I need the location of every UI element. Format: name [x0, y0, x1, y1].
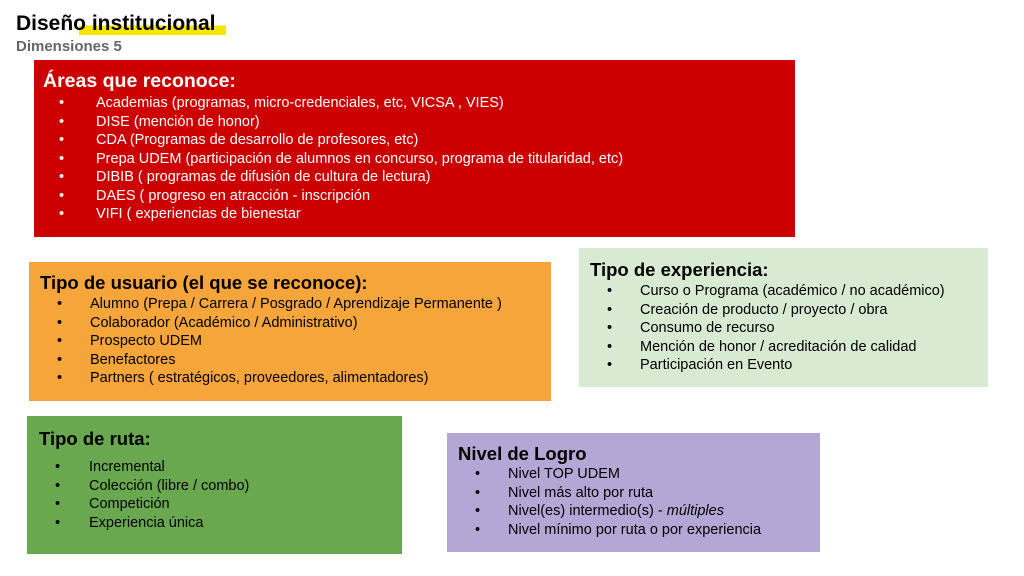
page-title: Diseño institucional	[16, 11, 226, 37]
ruta-item: • Competición	[39, 495, 402, 514]
areas-list	[43, 94, 795, 224]
logro-item: • Nivel TOP UDEM	[458, 465, 820, 484]
experiencia-item: • Participación en Evento	[590, 356, 988, 375]
ruta-item: • Incremental	[39, 458, 402, 477]
logro-item	[458, 502, 820, 521]
ruta-list	[39, 458, 402, 532]
logro-item-text: Nivel(es) intermedio(s)	[508, 503, 654, 519]
areas-item: • Academias (programas, micro-credenciales, etc, VICSA , VIES)	[43, 94, 795, 113]
areas-item: • DIBIB ( programas de difusión de cultura de lectura)	[43, 168, 795, 187]
areas-item: • Prepa UDEM (participación de alumnos en concurso, programa de titularidad, etc)	[43, 150, 795, 169]
logro-item: • Nivel más alto por ruta	[458, 484, 820, 503]
page-subtitle: Dimensiones 5	[16, 38, 122, 55]
areas-item: • DISE (mención de honor)	[43, 113, 795, 132]
logro-item: • Nivel mínimo por ruta o por experiencia	[458, 521, 820, 540]
areas-title: Áreas que reconoce:	[43, 70, 236, 92]
logro-title: Nivel de Logro	[458, 443, 587, 464]
ruta-title: Tipo de ruta:	[39, 428, 151, 449]
usuario-list	[40, 295, 551, 388]
areas-card	[34, 60, 795, 237]
areas-item: • CDA (Programas de desarrollo de profesores, etc)	[43, 131, 795, 150]
usuario-item: • Colaborador (Académico / Administrativo)	[40, 314, 551, 333]
experiencia-card	[579, 248, 988, 387]
usuario-item: • Partners ( estratégicos, proveedores, alimentadores)	[40, 369, 551, 388]
experiencia-item: • Curso o Programa (académico / no académico)	[590, 282, 988, 301]
experiencia-list	[590, 282, 988, 375]
usuario-item: • Benefactores	[40, 351, 551, 370]
usuario-card	[29, 262, 551, 401]
experiencia-item: • Mención de honor / acreditación de calidad	[590, 338, 988, 357]
usuario-item: • Alumno (Prepa / Carrera / Posgrado / Aprendizaje Permanente )	[40, 295, 551, 314]
logro-list	[458, 465, 820, 539]
usuario-item: • Prospecto UDEM	[40, 332, 551, 351]
ruta-item: • Colección (libre / combo)	[39, 477, 402, 496]
experiencia-title: Tipo de experiencia:	[590, 259, 769, 280]
usuario-title: Tipo de usuario (el que se reconoce):	[40, 272, 368, 293]
ruta-card	[27, 416, 402, 554]
logro-card	[447, 433, 820, 552]
logro-item-separator: -	[653, 503, 667, 519]
ruta-item: • Experiencia única	[39, 514, 402, 533]
areas-item: • DAES ( progreso en atracción - inscripción	[43, 187, 795, 206]
areas-item: • VIFI ( experiencias de bienestar	[43, 205, 795, 224]
logro-item-emphasis: múltiples	[666, 503, 724, 519]
experiencia-item: • Creación de producto / proyecto / obra	[590, 301, 988, 320]
experiencia-item: • Consumo de recurso	[590, 319, 988, 338]
